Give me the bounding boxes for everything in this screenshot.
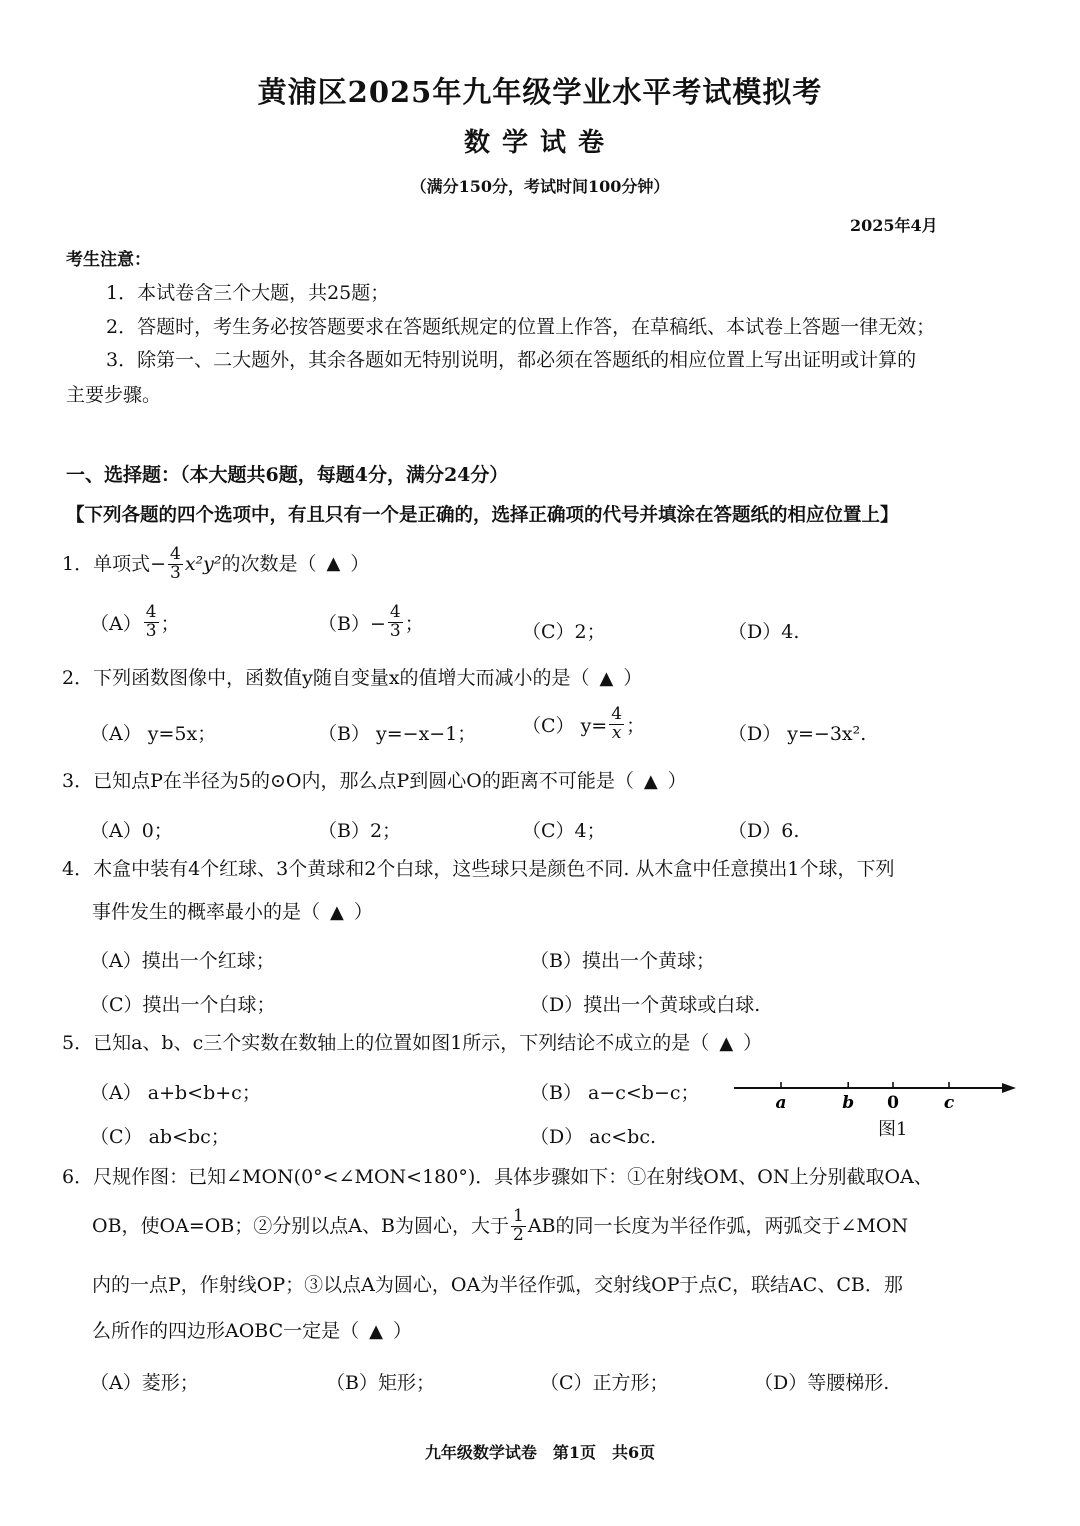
notice-item-1: 1．本试卷含三个大题，共25题； <box>106 282 390 304</box>
q1-close: ） <box>350 552 370 575</box>
q2-c-end: ； <box>626 714 646 737</box>
q2-c-num: 4 <box>611 704 623 724</box>
q6-frac-num: 1 <box>512 1206 524 1226</box>
q6-line4-text: 么所作的四边形AOBC一定是（ <box>92 1320 360 1342</box>
answer-triangle-icon: ▲ <box>330 901 344 923</box>
exam-note: （满分150分，考试时间100分钟） <box>410 177 670 196</box>
question-4-stem-line1: 4．木盒中装有4个红球、3个黄球和2个白球，这些球只是颜色不同. 从木盒中任意摸出1个球，下列 <box>62 858 895 880</box>
q2-stem-text: 2．下列函数图像中，函数值y随自变量x的值增大而减小的是（ <box>62 667 590 689</box>
number-line-label: a <box>775 1093 787 1113</box>
q5-option-c: （C） ab<bc； <box>90 1126 230 1148</box>
question-6-line3: 内的一点P，作射线OP；③以点A为圆心，OA为半径作弧，交射线OP于点C，联结AC、CB．那 <box>92 1274 903 1296</box>
q6-option-a: （A）菱形； <box>90 1372 199 1394</box>
q1-frac-num: 4 <box>170 544 181 564</box>
answer-triangle-icon: ▲ <box>719 1032 734 1054</box>
number-line-arrow-icon <box>1002 1083 1016 1093</box>
notice-item-2: 2．答题时，考生务必按答题要求在答题纸规定的位置上作答，在草稿纸、本试卷上答题一律无效； <box>106 316 936 338</box>
q4-stem2-text: 事件发生的概率最小的是（ <box>92 901 321 923</box>
question-1-stem <box>62 546 369 583</box>
q1-a-end: ； <box>160 612 180 635</box>
q6-close: ） <box>393 1320 413 1342</box>
q1-frac-den: 3 <box>170 562 181 583</box>
exam-subtitle: 数学试卷 <box>463 128 616 158</box>
question-4-stem-line2 <box>92 903 373 922</box>
answer-triangle-icon: ▲ <box>369 1320 383 1342</box>
q4-option-a: （A）摸出一个红球； <box>90 950 275 972</box>
q3-option-a: （A）0； <box>90 820 173 842</box>
q1-option-c: （C）2； <box>522 621 606 643</box>
q6-line2-post: AB的同一长度为半径作弧，两弧交于∠MON <box>527 1214 909 1237</box>
question-6-line2 <box>92 1208 908 1245</box>
q4-close: ） <box>353 901 373 923</box>
number-line-label: 0 <box>887 1093 899 1113</box>
q6-option-d: （D）等腰梯形. <box>754 1372 890 1394</box>
q1-fraction <box>168 546 183 583</box>
q4-option-d: （D）摸出一个黄球或白球. <box>530 994 761 1016</box>
section1-instruction: 【下列各题的四个选项中，有且只有一个是正确的，选择正确项的代号并填涂在答题纸的相应位置上】 <box>66 505 899 526</box>
q2-option-b: （B） y=−x−1； <box>318 723 477 745</box>
q3-option-c: （C）4； <box>522 820 606 842</box>
question-6-line4 <box>92 1322 412 1341</box>
number-line-label: b <box>842 1093 855 1113</box>
q3-option-b: （B）2； <box>318 820 402 842</box>
q3-close: ） <box>667 770 687 792</box>
question-3-stem <box>62 772 687 791</box>
q1-b-num: 4 <box>389 602 401 622</box>
answer-triangle-icon: ▲ <box>326 553 341 575</box>
q5-stem-text: 5．已知a、b、c三个实数在数轴上的位置如图1所示，下列结论不成立的是（ <box>62 1032 710 1054</box>
q1-a-label: （A） <box>90 612 142 635</box>
q2-c-fraction <box>609 706 624 743</box>
q2-option-d: （D） y=−3x². <box>728 723 867 745</box>
figure-1-caption: 图1 <box>878 1119 908 1140</box>
q1-a-num: 4 <box>145 602 157 622</box>
q1-option-d: （D）4. <box>728 621 800 643</box>
q1-b-den: 3 <box>389 620 401 641</box>
q6-line2-pre: OB，使OA=OB；②分别以点A、B为圆心，大于 <box>92 1214 509 1237</box>
q1-option-b <box>318 604 424 641</box>
q5-option-d: （D） ac<bc. <box>530 1126 657 1148</box>
q5-option-b: （B） a−c<b−c； <box>530 1082 700 1104</box>
q2-c-label: （C） y= <box>522 714 608 737</box>
number-line-label: c <box>943 1093 955 1113</box>
q1-b-label: （B）− <box>318 612 386 635</box>
q1-b-end: ； <box>404 612 424 635</box>
q3-option-d: （D）6. <box>728 820 800 842</box>
q5-option-a: （A） a+b<b+c； <box>90 1082 261 1104</box>
section1-heading: 一、选择题：（本大题共6题，每题4分，满分24分） <box>66 464 509 486</box>
q1-option-a <box>90 604 180 641</box>
q5-close: ） <box>743 1032 763 1054</box>
question-6-line1: 6．尺规作图：已知∠MON(0°<∠MON<180°)．具体步骤如下：①在射线OM、ON上分别截取OA、 <box>62 1166 933 1188</box>
exam-date: 2025年4月 <box>850 216 938 235</box>
q4-option-c: （C）摸出一个白球； <box>90 994 276 1016</box>
q4-option-b: （B）摸出一个黄球； <box>530 950 715 972</box>
q1-b-fraction <box>388 604 403 641</box>
answer-triangle-icon: ▲ <box>599 667 614 689</box>
q6-frac-den: 2 <box>512 1224 524 1245</box>
number-line-figure <box>730 1074 1020 1114</box>
q1-a-fraction <box>144 604 159 641</box>
q1-post: 的次数是（ <box>221 552 317 575</box>
q2-option-c <box>522 706 645 743</box>
q1-pre: 1．单项式− <box>62 552 167 575</box>
q6-fraction <box>511 1208 526 1245</box>
q3-stem-text: 3．已知点P在半径为5的⊙O内，那么点P到圆心O的距离不可能是（ <box>62 770 634 792</box>
question-5-stem <box>62 1034 762 1053</box>
q6-option-c: （C）正方形； <box>540 1372 669 1394</box>
notice-item-3: 3．除第一、二大题外，其余各题如无特别说明，都必须在答题纸的相应位置上写出证明或计算的 <box>106 349 917 371</box>
notice-item-4: 主要步骤。 <box>66 384 162 406</box>
q1-a-den: 3 <box>145 620 157 641</box>
q2-close: ） <box>623 667 643 689</box>
answer-triangle-icon: ▲ <box>643 770 658 792</box>
page-footer: 九年级数学试卷 第1页 共6页 <box>424 1443 656 1462</box>
q1-expr: x²y² <box>184 552 222 575</box>
q6-option-b: （B）矩形； <box>326 1372 435 1394</box>
exam-title: 黄浦区2025年九年级学业水平考试模拟考 <box>257 75 823 109</box>
q2-c-den: x <box>611 722 622 743</box>
question-2-stem <box>62 669 642 688</box>
notice-heading: 考生注意： <box>66 250 151 270</box>
q2-option-a: （A） y=5x； <box>90 723 217 745</box>
